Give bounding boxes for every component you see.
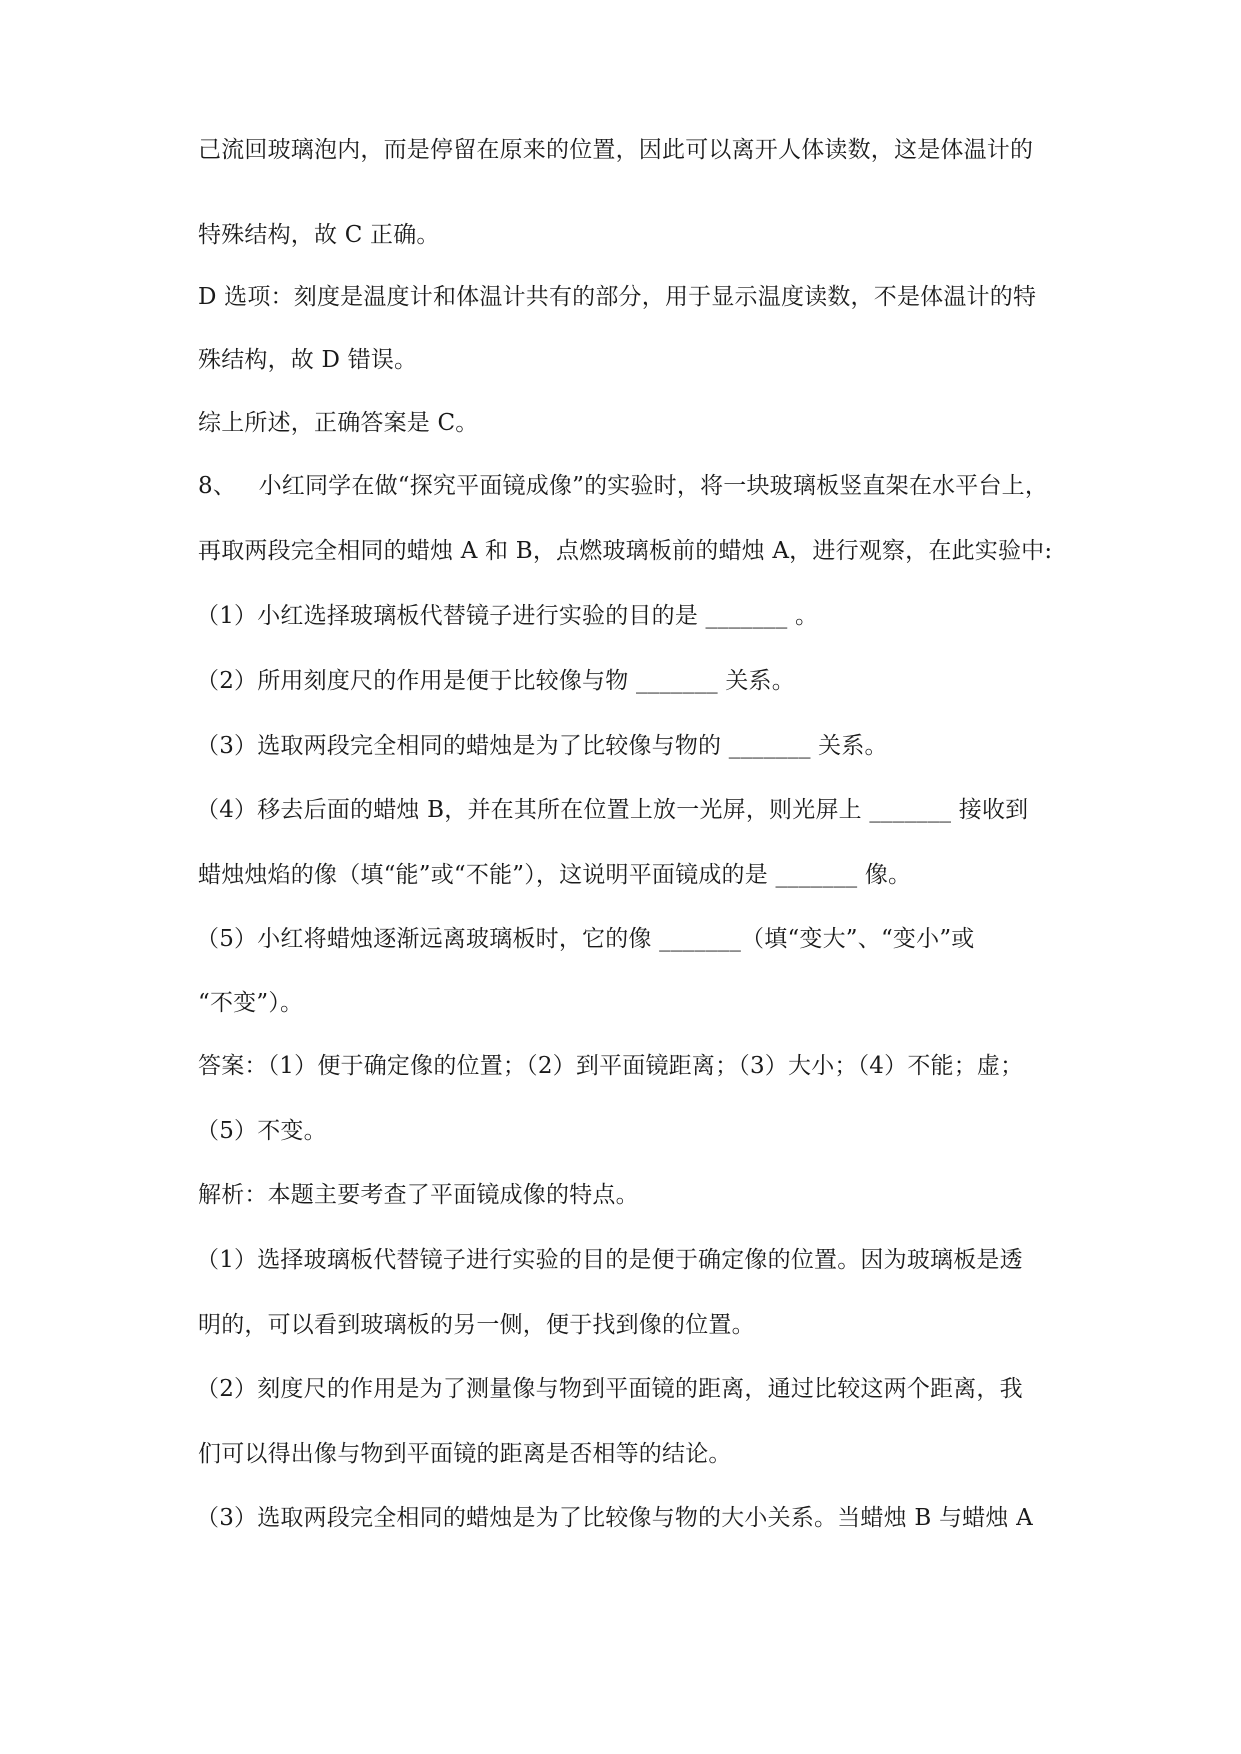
answer-line-2: （5）不变。 (196, 1118, 327, 1144)
question-8-part-5-line-2: “不变”）。 (198, 990, 304, 1016)
analysis-2-line-2: 们可以得出像与物到平面镜的距离是否相等的结论。 (198, 1441, 732, 1467)
analysis-3-line-1: （3）选取两段完全相同的蜡烛是为了比较像与物的大小关系。当蜡烛 B 与蜡烛 A (196, 1505, 1033, 1531)
analysis-1-line-2: 明的，可以看到玻璃板的另一侧，便于找到像的位置。 (198, 1312, 755, 1338)
question-8-part-5-line-1: （5）小红将蜡烛逐渐远离玻璃板时，它的像 _______（填“变大”、“变小”或 (196, 926, 975, 952)
question-8-part-4-line-2: 蜡烛烛焰的像（填“能”或“不能”），这说明平面镜成的是 _______ 像。 (198, 862, 912, 888)
analysis-heading: 解析：本题主要考查了平面镜成像的特点。 (198, 1182, 639, 1208)
question-8-line-1: 8、 小红同学在做“探究平面镜成像”的实验时，将一块玻璃板竖直架在水平台上， (198, 473, 1049, 499)
analysis-1-line-1: （1）选择玻璃板代替镜子进行实验的目的是便于确定像的位置。因为玻璃板是透 (196, 1247, 1023, 1273)
question-8-part-4-line-1: （4）移去后面的蜡烛 B，并在其所在位置上放一光屏，则光屏上 _______ 接收到 (196, 797, 1029, 823)
text-line-5: 综上所述，正确答案是 C。 (198, 410, 479, 436)
question-8-line-2: 再取两段完全相同的蜡烛 A 和 B，点燃玻璃板前的蜡烛 A，进行观察，在此实验中: (198, 538, 1053, 564)
text-line-1: 己流回玻璃泡内，而是停留在原来的位置，因此可以离开人体读数，这是体温计的 (198, 137, 1034, 163)
question-8-part-2: （2）所用刻度尺的作用是便于比较像与物 _______ 关系。 (196, 668, 795, 694)
text-line-2: 特殊结构，故 C 正确。 (198, 222, 440, 248)
question-8-part-3: （3）选取两段完全相同的蜡烛是为了比较像与物的 _______ 关系。 (196, 733, 888, 759)
analysis-2-line-1: （2）刻度尺的作用是为了测量像与物到平面镜的距离，通过比较这两个距离，我 (196, 1376, 1023, 1402)
text-line-4: 殊结构，故 D 错误。 (198, 347, 418, 373)
question-8-part-1: （1）小红选择玻璃板代替镜子进行实验的目的是 _______ 。 (196, 603, 819, 629)
text-line-3: D 选项：刻度是温度计和体温计共有的部分，用于显示温度读数，不是体温计的特 (198, 284, 1037, 310)
answer-line-1: 答案：（1）便于确定像的位置；（2）到平面镜距离；（3）大小；（4）不能；虚； (198, 1053, 1024, 1079)
